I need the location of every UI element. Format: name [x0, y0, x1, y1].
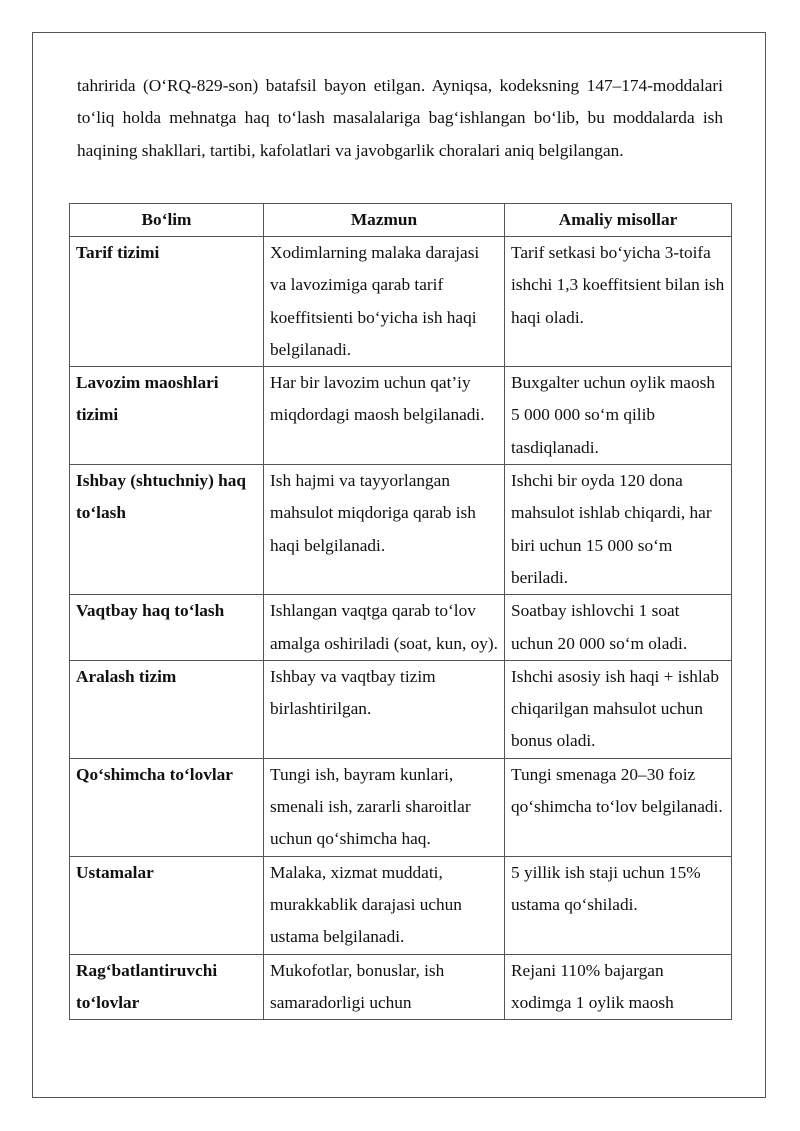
example-cell: Tarif setkasi bo‘yicha 3-toifa ishchi 1,3 koeffitsient bilan ish haqi oladi. — [505, 237, 732, 367]
example-cell: Ishchi bir oyda 120 dona mahsulot ishlab chiqardi, har biri uchun 15 000 so‘m beriladi. — [505, 465, 732, 595]
table-row — [70, 954, 732, 1020]
content-cell: Ishlangan vaqtga qarab to‘lov amalga oshiriladi (soat, kun, oy). — [264, 595, 505, 661]
table-header-row — [70, 204, 732, 237]
column-header: Bo‘lim — [70, 204, 264, 237]
content-cell: Ishbay va vaqtbay tizim birlashtirilgan. — [264, 660, 505, 758]
table-row — [70, 856, 732, 954]
example-cell: Soatbay ishlovchi 1 soat uchun 20 000 so‘m oladi. — [505, 595, 732, 661]
content-cell: Mukofotlar, bonuslar, ish samaradorligi uchun — [264, 954, 505, 1020]
content-cell: Tungi ish, bayram kunlari, smenali ish, zararli sharoitlar uchun qo‘shimcha haq. — [264, 758, 505, 856]
section-cell: Rag‘batlantiruvchi to‘lovlar — [70, 954, 264, 1020]
wage-systems-table — [69, 203, 732, 1020]
table-row — [70, 237, 732, 367]
content-cell: Ish hajmi va tayyorlangan mahsulot miqdoriga qarab ish haqi belgilanadi. — [264, 465, 505, 595]
intro-paragraph: tahririda (O‘RQ-829-son) batafsil bayon etilgan. Ayniqsa, kodeksning 147–174-moddalari to‘liq holda mehnatga haq to‘lash masalalariga bag‘ishlangan bo‘lib, bu moddalarda ish haqining shakllari, tartibi, kafolatlari va javobgarlik choralari aniq belgilangan. — [77, 76, 723, 160]
example-cell: 5 yillik ish staji uchun 15% ustama qo‘shiladi. — [505, 856, 732, 954]
column-header: Mazmun — [264, 204, 505, 237]
section-cell: Tarif tizimi — [70, 237, 264, 367]
section-cell: Ishbay (shtuchniy) haq to‘lash — [70, 465, 264, 595]
example-cell: Ishchi asosiy ish haqi + ishlab chiqarilgan mahsulot uchun bonus oladi. — [505, 660, 732, 758]
section-cell: Lavozim maoshlari tizimi — [70, 367, 264, 465]
table-row — [70, 758, 732, 856]
example-cell: Tungi smenaga 20–30 foiz qo‘shimcha to‘lov belgilanadi. — [505, 758, 732, 856]
content-cell: Malaka, xizmat muddati, murakkablik darajasi uchun ustama belgilanadi. — [264, 856, 505, 954]
content-cell: Xodimlarning malaka darajasi va lavozimiga qarab tarif koeffitsienti bo‘yicha ish haqi belgilanadi. — [264, 237, 505, 367]
section-cell: Aralash tizim — [70, 660, 264, 758]
table-row — [70, 367, 732, 465]
content-cell: Har bir lavozim uchun qat’iy miqdordagi maosh belgilanadi. — [264, 367, 505, 465]
section-cell: Vaqtbay haq to‘lash — [70, 595, 264, 661]
table-row — [70, 465, 732, 595]
example-cell: Rejani 110% bajargan xodimga 1 oylik maosh — [505, 954, 732, 1020]
table-row — [70, 595, 732, 661]
column-header: Amaliy misollar — [505, 204, 732, 237]
section-cell: Qo‘shimcha to‘lovlar — [70, 758, 264, 856]
section-cell: Ustamalar — [70, 856, 264, 954]
example-cell: Buxgalter uchun oylik maosh 5 000 000 so‘m qilib tasdiqlanadi. — [505, 367, 732, 465]
table-row — [70, 660, 732, 758]
